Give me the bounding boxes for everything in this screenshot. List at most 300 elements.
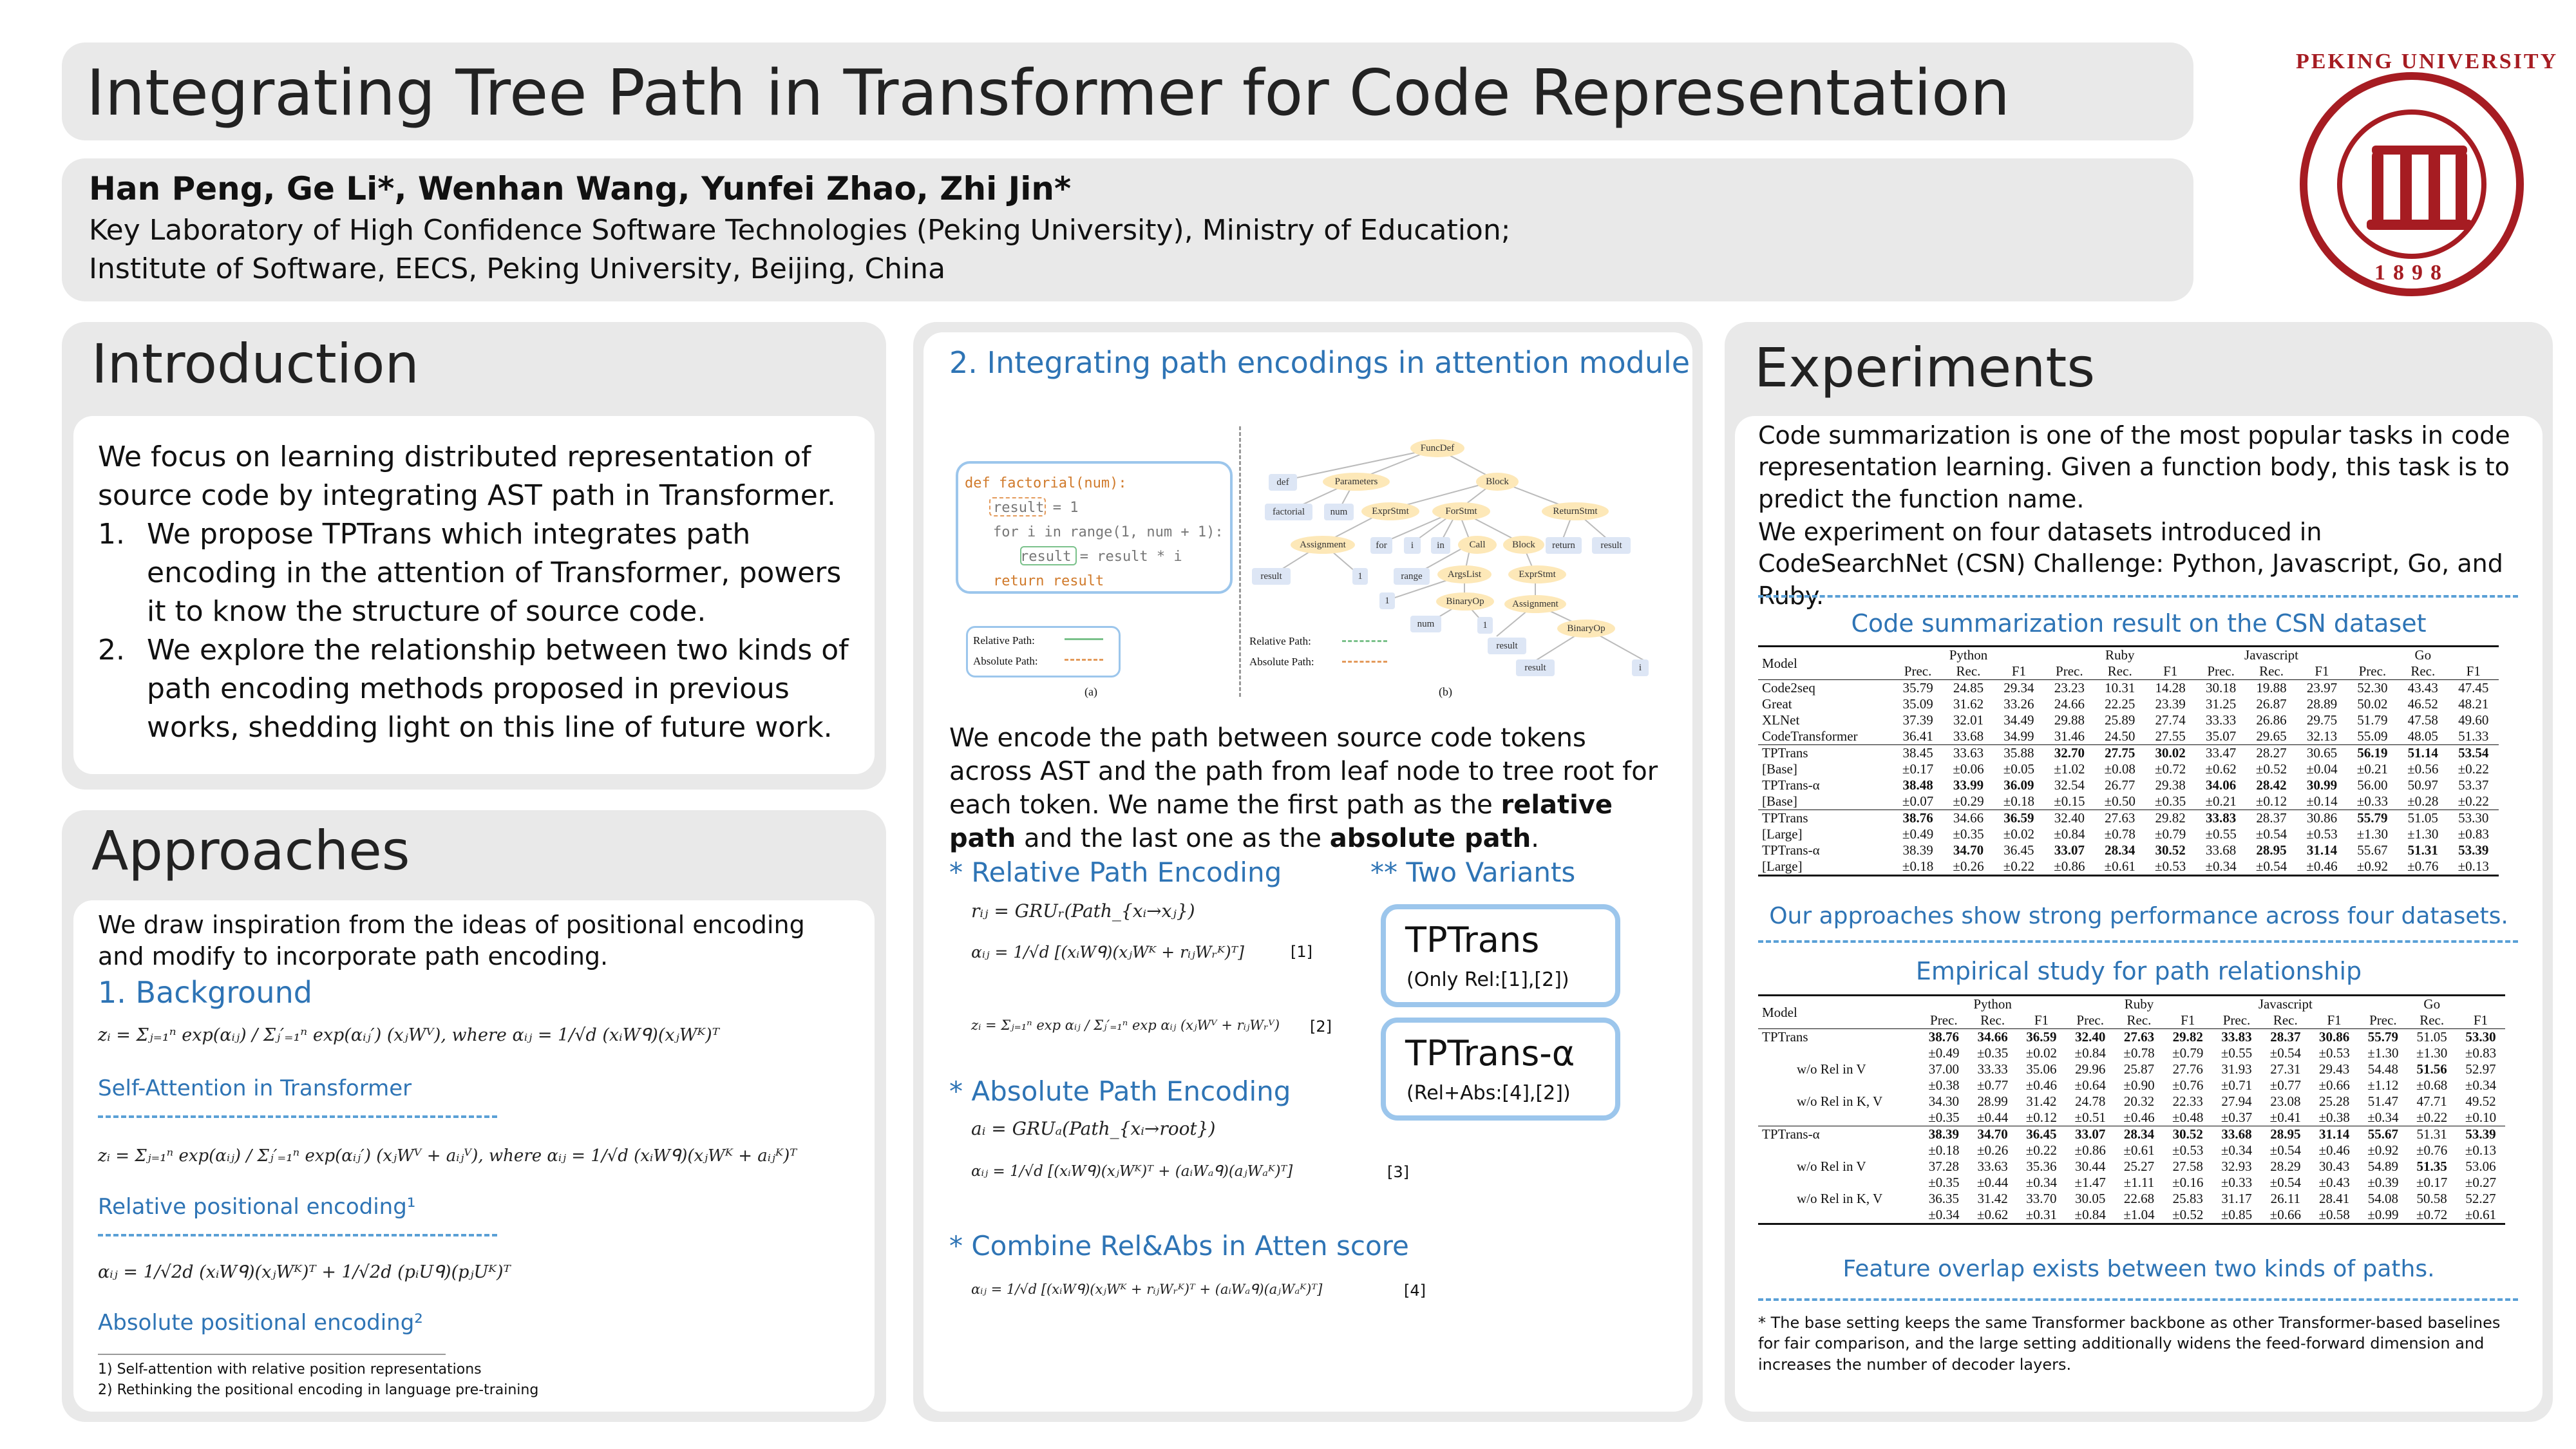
table-cell: ±0.35 — [1953, 826, 1984, 842]
table-cell: ±0.61 — [2095, 858, 2145, 876]
table-cell: ±0.43 — [2318, 1175, 2350, 1190]
table-cell: ±0.12 — [2025, 1110, 2058, 1125]
tree-node: ExprStmt — [1508, 565, 1566, 583]
table-cell: ±0.83 — [2465, 1045, 2497, 1061]
table-cell: ±0.18 — [1893, 858, 1943, 876]
table-row-label — [1758, 1175, 1919, 1191]
method-body — [923, 332, 1692, 1412]
table-cell: ±0.84 — [2066, 1207, 2115, 1224]
table-header-cell: Prec. — [1930, 1012, 1958, 1028]
table-cell: 38.39 — [1902, 842, 1933, 858]
legend-relative: Relative Path: — [973, 634, 1035, 647]
table-cell: ±0.35 — [2155, 793, 2186, 809]
table-cell: 23.97 — [2297, 680, 2347, 697]
table-cell: 37.00 — [1928, 1061, 1959, 1077]
table-cell: 25.83 — [2172, 1191, 2203, 1206]
variant-title: TPTrans — [1405, 920, 1540, 960]
table-row — [1758, 1126, 2505, 1143]
table-cell: 29.34 — [1994, 680, 2044, 697]
experiments-footnote: * The base setting keeps the same Transformer backbone as other Transformer-based baselines for fair comparison, and the large setting additionally widens the feed-forward dimension and increases the number of decoder layers. — [1758, 1314, 2501, 1374]
table-cell: 33.33 — [2205, 712, 2237, 728]
relative-eq-2: αᵢⱼ = 1/√d [(xᵢWᑫ)(xⱼWᴷ + rᵢⱼWᵣᴷ)ᵀ] — [971, 943, 1244, 961]
table-cell: ±0.16 — [2172, 1175, 2204, 1190]
table-cell: 36.35 — [1928, 1191, 1959, 1206]
tree-leaf: in — [1431, 537, 1450, 554]
variant-tptrans — [1381, 904, 1620, 1007]
table-cell: 32.40 — [2066, 1029, 2115, 1046]
table-row-label: [Base] — [1762, 761, 1797, 777]
table-cell: ±0.22 — [2416, 1110, 2448, 1125]
table-cell: ±1.30 — [2367, 1045, 2399, 1061]
table-2-caption: Feature overlap exists between two kinds of paths. — [1842, 1256, 2435, 1282]
table-cell: 53.30 — [2456, 1029, 2505, 1046]
table-cell: 31.46 — [2054, 728, 2085, 744]
table-header-cell: Model — [1758, 647, 1893, 680]
variant-tptrans-alpha — [1381, 1018, 1620, 1121]
table-cell: ±0.76 — [2416, 1142, 2448, 1158]
intro-paragraph: We focus on learning distributed representation of source code by integrating AST path in Transformer. — [98, 440, 836, 512]
table-cell: ±0.34 — [2465, 1077, 2497, 1093]
eq-tag: [2] — [1310, 1018, 1332, 1036]
method-description: We encode the path between source code tokens across AST and the path from leaf node to tree root for each token. We name the first path as the relative path and the last one as the absolute path. — [949, 723, 1658, 853]
table-cell: 53.37 — [2458, 777, 2489, 793]
table-cell: ±0.54 — [2269, 1045, 2301, 1061]
table-cell: 33.68 — [2205, 842, 2237, 858]
table-cell: 25.87 — [2123, 1061, 2155, 1077]
table-cell: ±0.12 — [2255, 793, 2287, 809]
table-cell: 48.05 — [2407, 728, 2438, 744]
table-cell: 27.55 — [2155, 728, 2186, 744]
table-cell: ±0.52 — [2255, 761, 2287, 777]
table-header-cell: Python — [1919, 996, 2065, 1013]
table-cell: ±0.53 — [2318, 1045, 2350, 1061]
tree-node: ReturnStmt — [1542, 502, 1609, 520]
table-cell: ±0.72 — [2407, 1207, 2456, 1224]
table-cell: 54.89 — [2367, 1159, 2398, 1174]
table-cell: 51.79 — [2357, 712, 2388, 728]
tree-leaf: 1 — [1352, 568, 1368, 585]
tree-node: BinaryOp — [1436, 592, 1494, 611]
table-cell: ±0.22 — [2458, 793, 2489, 809]
table-row — [1758, 712, 2499, 728]
table-cell: 38.48 — [1902, 777, 1933, 793]
table-cell: 34.70 — [1953, 842, 1984, 858]
combine-eq: αᵢⱼ = 1/√d [(xᵢWᑫ)(xⱼWᴷ + rᵢⱼWᵣᴷ)ᵀ + (aᵢWₐᑫ)(aⱼWₐᴷ)ᵀ] — [971, 1282, 1323, 1297]
table-cell: 30.52 — [2163, 1126, 2212, 1143]
table-row-label: XLNet — [1762, 712, 1800, 728]
table-cell: 30.52 — [2155, 842, 2186, 858]
self-attention-caption: Self-Attention in Transformer — [98, 1075, 412, 1101]
table-header-cell: Ruby — [2066, 996, 2212, 1013]
table-cell: 53.30 — [2448, 810, 2499, 827]
table-cell: ±0.41 — [2269, 1110, 2301, 1125]
table-header-cell: Rec. — [1980, 1012, 2005, 1028]
table-cell: ±0.64 — [2074, 1077, 2106, 1093]
table-cell: ±0.54 — [2255, 826, 2287, 842]
table-cell: 54.48 — [2367, 1061, 2398, 1077]
affiliation-2: Institute of Software, EECS, Peking University, Beijing, China — [89, 252, 946, 285]
table-cell: 53.06 — [2465, 1159, 2496, 1174]
table-header-cell: Ruby — [2044, 647, 2195, 664]
table-cell: 29.65 — [2256, 728, 2287, 744]
table-header-cell: Prec. — [2207, 663, 2235, 679]
background-heading: 1. Background — [98, 975, 312, 1010]
table-cell: 36.45 — [2003, 842, 2034, 858]
table-cell: 34.06 — [2205, 777, 2237, 793]
table-cell: ±0.31 — [2017, 1207, 2066, 1224]
table-header-cell: Rec. — [2259, 663, 2284, 679]
table-cell: ±0.18 — [2003, 793, 2035, 809]
table-cell: ±0.78 — [2104, 826, 2136, 842]
table-cell: ±0.84 — [2074, 1045, 2106, 1061]
tree-leaf: result — [1592, 537, 1631, 554]
table-cell: 36.59 — [1994, 810, 2044, 827]
poster-title: Integrating Tree Path in Transformer for Code Representation — [86, 57, 2011, 130]
table-cell: 33.63 — [1977, 1159, 2008, 1174]
self-attention-equation: zᵢ = Σⱼ₌₁ⁿ exp(αᵢⱼ) / Σⱼ′₌₁ⁿ exp(αᵢⱼ′) (xⱼWⱽ), where αᵢⱼ = 1/√d (xᵢWᑫ)(xⱼWᴷ)ᵀ — [98, 1025, 720, 1045]
table-header-cell: Rec. — [2420, 1012, 2445, 1028]
table-1-container — [1758, 645, 2518, 876]
table-cell: 31.42 — [1977, 1191, 2008, 1206]
approaches-body — [73, 900, 875, 1412]
table-cell: ±0.55 — [2221, 1045, 2253, 1061]
table-cell: 36.09 — [2003, 777, 2034, 793]
table-cell: ±0.37 — [2221, 1110, 2253, 1125]
table-1-title: Code summarization result on the CSN dataset — [1851, 609, 2427, 638]
table-cell: 51.47 — [2367, 1094, 2398, 1109]
table-header-cell: Prec. — [2222, 1012, 2251, 1028]
table-row — [1758, 1077, 2505, 1094]
table-row-label — [1758, 1110, 1919, 1126]
table-row — [1758, 761, 2499, 777]
table-cell: 27.63 — [2095, 810, 2145, 827]
table-cell: 33.68 — [2212, 1126, 2261, 1143]
table-cell: 38.76 — [1919, 1029, 1968, 1046]
table-cell: 22.33 — [2172, 1094, 2203, 1109]
table-row — [1758, 1110, 2505, 1126]
table-cell: 35.79 — [1893, 680, 1943, 697]
tree-leaf: i — [1404, 537, 1421, 554]
legend-absolute: Absolute Path: — [973, 655, 1038, 667]
author-bar — [62, 158, 2193, 301]
table-row-label: CodeTransformer — [1762, 728, 1858, 744]
table-cell: ±0.72 — [2155, 761, 2186, 777]
table-cell: 31.93 — [2221, 1061, 2252, 1077]
table-row — [1758, 745, 2499, 762]
tree-node: ExprStmt — [1361, 502, 1419, 520]
divider — [98, 1115, 497, 1118]
eq-tag: [4] — [1404, 1282, 1426, 1300]
table-header-cell: Rec. — [2126, 1012, 2152, 1028]
table-cell: 24.78 — [2075, 1094, 2106, 1109]
table-cell: ±0.04 — [2306, 761, 2338, 777]
table-row-label: TPTrans — [1758, 1029, 1919, 1046]
table-cell: 33.26 — [2003, 696, 2034, 712]
table-cell: 34.30 — [1928, 1094, 1959, 1109]
table-cell: ±0.39 — [2367, 1175, 2399, 1190]
table-cell: 50.97 — [2407, 777, 2438, 793]
table-cell: 26.86 — [2256, 712, 2287, 728]
authors: Han Peng, Ge Li*, Wenhan Wang, Yunfei Zhao, Zhi Jin* — [89, 170, 1072, 207]
table-cell: ±0.26 — [1976, 1142, 2009, 1158]
table-cell: 34.66 — [1968, 1029, 2017, 1046]
table-cell: ±0.53 — [2145, 858, 2195, 876]
table-cell: ±0.66 — [2318, 1077, 2350, 1093]
table-cell: 35.36 — [2026, 1159, 2057, 1174]
table-header-cell: F1 — [2034, 1012, 2049, 1028]
table-cell: 19.88 — [2246, 680, 2297, 697]
table-cell: ±0.92 — [2367, 1142, 2399, 1158]
table-cell: 25.28 — [2318, 1094, 2350, 1109]
table-cell: ±0.53 — [2306, 826, 2338, 842]
logo-text: PEKING UNIVERSITY — [2296, 50, 2559, 73]
table-cell: ±0.71 — [2221, 1077, 2253, 1093]
table-cell: 26.11 — [2270, 1191, 2301, 1206]
table-cell: ±0.38 — [1928, 1077, 1960, 1093]
table-cell: ±1.30 — [2356, 826, 2388, 842]
table-cell: ±0.92 — [2347, 858, 2398, 876]
table-cell: ±0.77 — [2269, 1077, 2301, 1093]
table-cell: ±0.46 — [2123, 1110, 2155, 1125]
tree-leaf: num — [1410, 616, 1441, 632]
reference-2: 2) Rethinking the positional encoding in language pre-training — [98, 1382, 539, 1398]
table-cell: 56.00 — [2357, 777, 2388, 793]
table-header-cell: F1 — [2473, 1012, 2488, 1028]
table-cell: ±0.46 — [2318, 1142, 2350, 1158]
table-cell: ±0.14 — [2306, 793, 2338, 809]
table-cell: 34.66 — [1943, 810, 1993, 827]
relative-pe-equation: zᵢ = Σⱼ₌₁ⁿ exp(αᵢⱼ) / Σⱼ′₌₁ⁿ exp(αᵢⱼ′) (xⱼWⱽ + aᵢⱼⱽ), where αᵢⱼ = 1/√d (xᵢWᑫ)(xⱼWᴷ + aᵢⱼᴷ)ᵀ — [98, 1146, 797, 1166]
table-cell: 33.83 — [2212, 1029, 2261, 1046]
table-cell: ±0.34 — [2367, 1110, 2399, 1125]
table-cell: ±0.54 — [2246, 858, 2297, 876]
table-cell: 54.08 — [2367, 1191, 2398, 1206]
method-title: 2. Integrating path encodings in attention module — [949, 345, 1690, 380]
code-line: result = result * i — [1020, 549, 1182, 565]
table-row-label: TPTrans — [1758, 745, 1893, 762]
table-row — [1758, 810, 2499, 827]
tree-leaf: def — [1269, 474, 1297, 491]
table-cell: 32.40 — [2044, 810, 2094, 827]
table-cell: 30.99 — [2306, 777, 2338, 793]
table-cell: ±0.28 — [2407, 793, 2439, 809]
tree-leaf: for — [1370, 537, 1392, 554]
table-cell: 33.07 — [2066, 1126, 2115, 1143]
table-cell: 22.25 — [2105, 696, 2136, 712]
legend-figure-b — [1245, 629, 1394, 680]
tree-node: Parameters — [1323, 473, 1390, 491]
table-cell: 38.39 — [1919, 1126, 1968, 1143]
table-cell: 50.02 — [2357, 696, 2388, 712]
table-header-cell: Prec. — [2056, 663, 2083, 679]
code-line: def factorial(num): — [965, 475, 1127, 491]
relative-eq-1: rᵢⱼ = GRUᵣ(Path_{xᵢ→xⱼ}) — [971, 900, 1195, 922]
table-cell: 30.65 — [2297, 745, 2347, 762]
table-cell: 30.86 — [2297, 810, 2347, 827]
intro-item-1: We propose TPTrans which integrates path encoding in the attention of Transformer, powers it to know the structure of source code. — [147, 518, 842, 628]
method-panel — [913, 322, 1703, 1422]
table-cell: ±0.22 — [2025, 1142, 2058, 1158]
table-row-label: Code2seq — [1758, 680, 1893, 697]
table-row-label — [1758, 1207, 1919, 1224]
table-cell: 51.33 — [2458, 728, 2489, 744]
absolute-heading: * Absolute Path Encoding — [949, 1075, 1291, 1107]
table-cell: 34.70 — [1968, 1126, 2017, 1143]
tree-figure — [1239, 426, 1242, 697]
table-cell: ±0.79 — [2155, 826, 2186, 842]
tree-node: Assignment — [1291, 536, 1355, 554]
table-cell: 32.01 — [1953, 712, 1984, 728]
table-cell: 30.05 — [2075, 1191, 2106, 1206]
table-cell: 29.96 — [2075, 1061, 2106, 1077]
table-cell: ±0.84 — [2054, 826, 2085, 842]
footnote-divider — [98, 1354, 446, 1355]
table-cell: ±0.85 — [2212, 1207, 2261, 1224]
table-cell: 23.23 — [2044, 680, 2094, 697]
table-cell: ±0.22 — [2458, 761, 2489, 777]
table-cell: ±0.76 — [2398, 858, 2448, 876]
intro-item-2-num: 2. — [98, 634, 125, 667]
code-figure — [956, 461, 1233, 594]
table-cell: ±0.34 — [2195, 858, 2246, 876]
table-cell: 36.59 — [2017, 1029, 2066, 1046]
table-cell: 48.21 — [2458, 696, 2489, 712]
table-row — [1758, 1142, 2505, 1159]
table-cell: 36.41 — [1902, 728, 1933, 744]
table-cell: 31.62 — [1953, 696, 1984, 712]
table-row — [1758, 1029, 2505, 1046]
table-header-cell: Javascript — [2195, 647, 2347, 664]
table-header-cell: Go — [2358, 996, 2505, 1013]
experiments-body — [1735, 416, 2543, 1412]
relative-heading: * Relative Path Encoding — [949, 857, 1282, 888]
ablation-table — [1758, 994, 2505, 1225]
table-cell: 38.45 — [1893, 745, 1943, 762]
table-cell: 30.18 — [2195, 680, 2246, 697]
table-cell: 10.31 — [2095, 680, 2145, 697]
table-cell: 51.35 — [2416, 1159, 2447, 1174]
table-cell: 55.09 — [2357, 728, 2388, 744]
table-cell: 32.70 — [2044, 745, 2094, 762]
eq-tag: [3] — [1387, 1163, 1409, 1181]
table-cell: 55.67 — [2357, 842, 2388, 858]
table-cell: 28.89 — [2306, 696, 2338, 712]
code-line: return result — [993, 573, 1104, 589]
tree-node: Assignment — [1504, 595, 1566, 613]
experiments-text: Code summarization is one of the most popular tasks in code representation learning. Given a function body, this task is to predict the function name. — [1758, 421, 2510, 513]
table-cell: 34.49 — [2003, 712, 2034, 728]
tree-node: Block — [1476, 473, 1519, 491]
table-cell: ±0.55 — [2205, 826, 2237, 842]
table-2-container — [1758, 994, 2518, 1225]
table-cell: ±0.13 — [2448, 858, 2499, 876]
table-cell: ±0.99 — [2358, 1207, 2407, 1224]
table-cell: 24.85 — [1943, 680, 1993, 697]
table-cell: ±0.79 — [2172, 1045, 2204, 1061]
table-cell: 28.95 — [2261, 1126, 2310, 1143]
tree-node: ArgsList — [1437, 565, 1492, 583]
table-cell: ±0.34 — [1919, 1207, 1968, 1224]
table-cell: 34.99 — [2003, 728, 2034, 744]
table-cell: 23.39 — [2155, 696, 2186, 712]
table-cell: 28.99 — [1977, 1094, 2008, 1109]
table-cell: 27.75 — [2095, 745, 2145, 762]
table-row — [1758, 1207, 2505, 1224]
absolute-pe-equation: αᵢⱼ = 1/√2d (xᵢWᑫ)(xⱼWᴷ)ᵀ + 1/√2d (pᵢUᑫ)(pⱼUᴷ)ᵀ — [98, 1262, 511, 1282]
legend-figure-a — [966, 626, 1121, 677]
table-cell: 28.42 — [2256, 777, 2287, 793]
table-cell: 27.63 — [2115, 1029, 2164, 1046]
university-logo — [2296, 50, 2559, 300]
table-cell: 29.82 — [2163, 1029, 2212, 1046]
table-cell: ±0.52 — [2163, 1207, 2212, 1224]
code-line: result = 1 — [993, 500, 1079, 516]
table-row-label: [Large] — [1758, 858, 1893, 876]
approaches-title: Approaches — [91, 819, 410, 882]
table-cell: 49.52 — [2465, 1094, 2496, 1109]
table-cell: ±0.86 — [2044, 858, 2094, 876]
table-cell: 28.95 — [2256, 842, 2287, 858]
table-cell: ±0.02 — [2003, 826, 2035, 842]
table-cell: ±1.04 — [2115, 1207, 2164, 1224]
table-cell: ±0.50 — [2104, 793, 2136, 809]
intro-title: Introduction — [91, 332, 419, 395]
table-header-cell: Model — [1758, 996, 1919, 1029]
table-cell: 29.38 — [2155, 777, 2186, 793]
table-cell: 29.43 — [2318, 1061, 2350, 1077]
table-cell: ±0.22 — [1994, 858, 2044, 876]
table-cell: ±0.83 — [2458, 826, 2489, 842]
tree-leaf: return — [1546, 537, 1582, 554]
table-cell: ±0.90 — [2123, 1077, 2155, 1093]
table-row-label — [1758, 1142, 1919, 1159]
table-cell: ±0.46 — [2025, 1077, 2058, 1093]
table-cell: 46.52 — [2407, 696, 2438, 712]
table-cell: 47.58 — [2407, 712, 2438, 728]
table-cell: 35.09 — [1902, 696, 1933, 712]
table-cell: 20.32 — [2123, 1094, 2155, 1109]
approaches-panel — [62, 810, 886, 1422]
table-cell: ±0.86 — [2074, 1142, 2106, 1158]
table-cell: 51.14 — [2398, 745, 2448, 762]
table-cell: 53.39 — [2458, 842, 2489, 858]
table-cell: 23.08 — [2270, 1094, 2301, 1109]
tree-leaf: result — [1488, 638, 1526, 654]
table-row — [1758, 842, 2499, 858]
table-cell: 30.44 — [2075, 1159, 2106, 1174]
intro-panel — [62, 322, 886, 790]
table-2-title: Empirical study for path relationship — [1915, 957, 2362, 985]
table-cell: 55.67 — [2358, 1126, 2407, 1143]
table-cell: ±0.35 — [1928, 1175, 1960, 1190]
table-cell: 35.07 — [2205, 728, 2237, 744]
table-cell: ±0.49 — [1902, 826, 1934, 842]
table-row-label: w/o Rel in V — [1797, 1159, 1866, 1174]
table-cell: 14.28 — [2145, 680, 2195, 697]
code-line: for i in range(1, num + 1): — [993, 524, 1224, 540]
table-cell: 37.39 — [1902, 712, 1933, 728]
experiments-title: Experiments — [1754, 336, 2096, 399]
table-cell: 32.13 — [2306, 728, 2338, 744]
tree-node: Call — [1458, 536, 1497, 554]
table-cell: 52.97 — [2465, 1061, 2496, 1077]
table-header-cell: F1 — [2163, 663, 2178, 679]
table-row-label: w/o Rel in V — [1797, 1061, 1866, 1077]
table-cell: ±0.49 — [1928, 1045, 1960, 1061]
table-cell: 51.31 — [2407, 842, 2438, 858]
table-cell: 49.60 — [2458, 712, 2489, 728]
table-row-label: TPTrans-α — [1762, 777, 1820, 793]
